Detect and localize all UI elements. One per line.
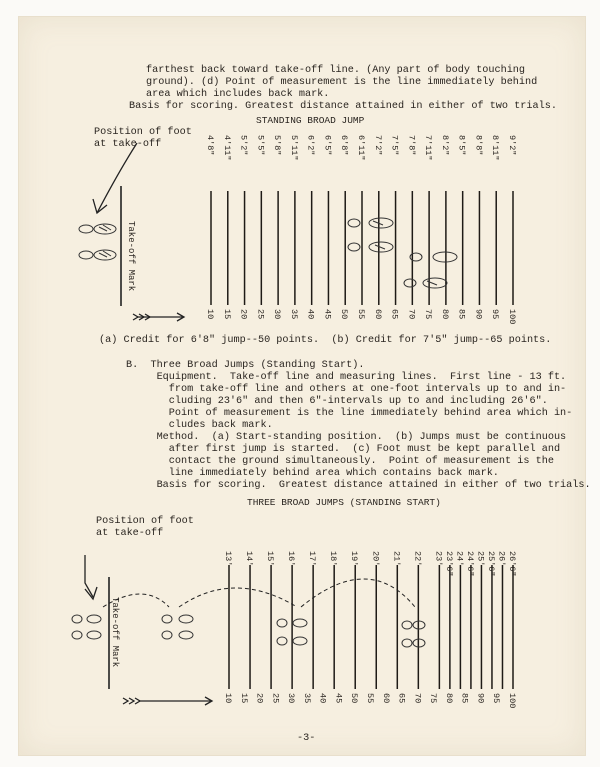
- distance-label: 21': [391, 551, 402, 567]
- distance-label: 18': [328, 551, 339, 567]
- direction-arrow: [133, 313, 184, 321]
- section-b-line: Point of measurement is the line immediately behind area which in-: [126, 408, 573, 419]
- distance-label: 7'2": [372, 135, 383, 156]
- distance-label: 17': [307, 551, 318, 567]
- distance-label: 5'8": [272, 135, 283, 156]
- points-label: 20: [238, 309, 249, 320]
- distance-label: 7'11": [423, 135, 434, 161]
- points-label: 55: [365, 693, 375, 704]
- distance-label: 24'6": [464, 551, 475, 577]
- distance-label: 26': [496, 551, 507, 567]
- section-b-line: B. Three Broad Jumps (Standing Start).: [126, 360, 365, 371]
- pointer-arrow: [85, 555, 97, 599]
- distance-label: 8'8": [473, 135, 484, 156]
- distance-label: 13': [223, 551, 233, 567]
- distance-label: 26'6": [507, 551, 517, 577]
- points-label: 40: [317, 693, 328, 704]
- points-label: 45: [322, 309, 333, 320]
- points-label: 65: [396, 693, 407, 704]
- points-label: 15: [238, 693, 249, 704]
- section-b-line: Method. (a) Start-standing position. (b) Jumps must be continuous: [126, 432, 567, 443]
- distance-label: 8'2": [439, 135, 450, 156]
- points-label: 60: [372, 309, 383, 320]
- distance-label: 5'5": [255, 135, 266, 156]
- points-label: 70: [406, 309, 417, 320]
- points-label: 25: [255, 309, 266, 320]
- document-page: [18, 16, 591, 756]
- intro-line: farthest back toward take-off line. (Any part of body touching: [146, 65, 526, 76]
- credits-line: (a) Credit for 6'8" jump--50 points. (b) Credit for 7'5" jump--65 points.: [99, 335, 552, 346]
- page-number: -3-: [297, 733, 316, 744]
- points-label: 55: [356, 309, 366, 320]
- intro-line: ground). (d) Point of measurement is the line immediately behind: [146, 77, 538, 88]
- chart2-foot-label: Position of foot: [96, 516, 194, 527]
- points-label: 45: [333, 693, 344, 704]
- distance-label: 22': [412, 551, 423, 567]
- points-label: 25: [270, 693, 281, 704]
- intro-line: Basis for scoring. Greatest distance attained in either of two trials.: [129, 101, 557, 112]
- points-label: 80: [439, 309, 450, 320]
- points-label: 35: [301, 693, 312, 704]
- points-label: 80: [443, 693, 454, 704]
- takeoff-mark-label: Take-off Mark: [126, 221, 136, 292]
- section-b-line: contact the ground simultaneously. Point of measurement is the: [126, 456, 554, 467]
- distance-label: 15': [265, 551, 276, 567]
- distance-label: 19': [349, 551, 360, 567]
- distance-label: 23'6": [443, 551, 454, 577]
- distance-label: 9'2": [507, 135, 517, 156]
- points-label: 10: [223, 693, 233, 704]
- points-label: 85: [456, 309, 467, 320]
- points-label: 75: [423, 309, 434, 320]
- points-label: 10: [205, 309, 215, 320]
- distance-label: 4'11": [221, 135, 232, 161]
- distance-label: 4'8": [205, 135, 215, 156]
- chart2-title: THREE BROAD JUMPS (STANDING START): [247, 497, 441, 508]
- jump-arc: [179, 588, 297, 607]
- distance-label: 23': [433, 551, 444, 567]
- jump-feet: [72, 615, 425, 647]
- distance-label: 6'11": [356, 135, 366, 161]
- distance-label: 25': [475, 551, 486, 567]
- points-label: 20: [254, 693, 265, 704]
- points-label: 100: [507, 309, 517, 325]
- distance-label: 14': [244, 551, 255, 567]
- standing-broad-jump-diagram: [19, 121, 585, 325]
- distance-label: 6'2": [305, 135, 316, 156]
- points-label: 65: [389, 309, 400, 320]
- landing-feet: [348, 218, 457, 288]
- points-label: 95: [490, 309, 501, 320]
- points-label: 90: [475, 693, 486, 704]
- distance-label: 20': [370, 551, 381, 567]
- points-label: 50: [349, 693, 360, 704]
- distance-label: 6'8": [339, 135, 350, 156]
- points-label: 100: [507, 693, 517, 709]
- points-label: 70: [412, 693, 423, 704]
- direction-arrow: [123, 697, 212, 705]
- points-label: 35: [288, 309, 299, 320]
- points-label: 60: [380, 693, 391, 704]
- points-label: 30: [286, 693, 297, 704]
- pointer-arrow: [93, 143, 137, 213]
- distance-label: 8'5": [456, 135, 467, 156]
- section-b-line: cludes back mark.: [126, 420, 273, 431]
- distance-label: 5'11": [288, 135, 299, 161]
- section-b-line: Basis for scoring. Greatest distance attained in either of two trials.: [126, 480, 591, 491]
- distance-label: 25'6": [485, 551, 496, 577]
- section-b-line: cluding 23'6" and then 6"-intervals up to and including 26'6".: [126, 396, 548, 407]
- points-label: 30: [272, 309, 283, 320]
- distance-label: 7'5": [389, 135, 400, 156]
- distance-label: 6'5": [322, 135, 333, 156]
- points-label: 40: [305, 309, 316, 320]
- distance-label: 5'2": [238, 135, 249, 156]
- points-label: 85: [459, 693, 470, 704]
- points-label: 75: [428, 693, 439, 704]
- section-b-line: after first jump is started. (c) Foot must be kept parallel and: [126, 444, 561, 455]
- points-label: 15: [221, 309, 232, 320]
- chart1-foot-label: at take-off: [94, 139, 162, 150]
- three-broad-jumps-diagram: [19, 511, 585, 711]
- points-label: 90: [473, 309, 484, 320]
- chart2-foot-label: at take-off: [96, 528, 164, 539]
- takeoff-feet: [79, 224, 116, 260]
- distance-label: 8'11": [490, 135, 501, 161]
- takeoff-mark-label: Take-off Mark: [110, 597, 120, 668]
- section-b-line: Equipment. Take-off line and measuring lines. First line - 13 ft.: [126, 372, 567, 383]
- points-label: 95: [491, 693, 502, 704]
- distance-label: 7'8": [406, 135, 417, 156]
- distance-label: 16': [286, 551, 297, 567]
- section-b-line: from take-off line and others at one-foot intervals up to and in-: [126, 384, 567, 395]
- chart1-title: STANDING BROAD JUMP: [256, 115, 365, 126]
- points-label: 50: [339, 309, 350, 320]
- intro-line: area which includes back mark.: [146, 89, 330, 100]
- chart1-foot-label: Position of foot: [94, 127, 192, 138]
- distance-label: 24': [454, 551, 465, 567]
- section-b-line: line immediately behind area which contains back mark.: [126, 468, 499, 479]
